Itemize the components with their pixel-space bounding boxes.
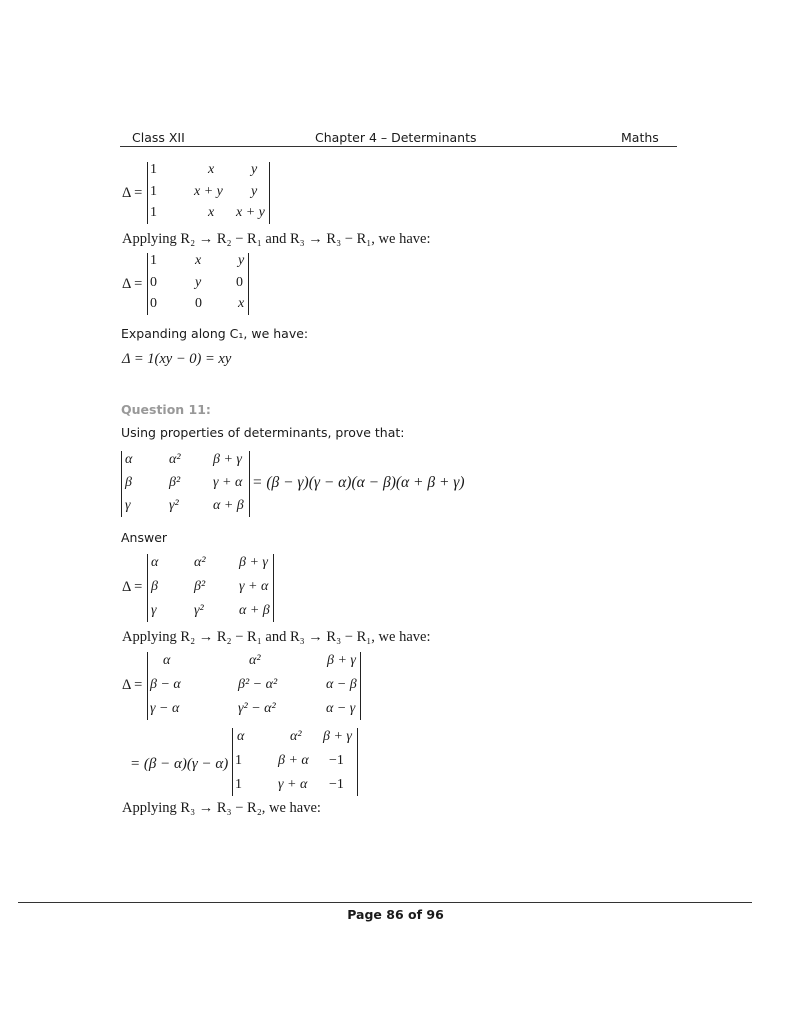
deta3-r1c1: α	[237, 729, 245, 744]
deta2-r1c3: β + γ	[327, 653, 356, 668]
det1-r1c2: x	[208, 162, 215, 177]
deta3-r3c2: γ + α	[278, 777, 308, 792]
deta2-r3c1: γ − α	[150, 701, 180, 716]
det1-r3c1: 1	[150, 205, 157, 220]
deta1-r2c1: β	[151, 579, 158, 594]
deta1-r1c1: α	[151, 555, 159, 570]
deta2-r2c2: β² − α²	[238, 677, 278, 692]
detq-r3c2: γ²	[169, 498, 179, 513]
delta-label-3: Δ =	[122, 579, 143, 595]
detq-r2c1: β	[125, 475, 132, 490]
detq-r2c2: β²	[169, 475, 181, 490]
header-subject: Maths	[621, 130, 659, 145]
delta-label-2: Δ =	[122, 276, 143, 292]
det2-r3c1: 0	[150, 296, 157, 311]
deta2-r1c2: α²	[249, 653, 261, 668]
deta2-r3c3: α − γ	[326, 701, 356, 716]
deta3-r2c2: β + α	[278, 753, 309, 768]
det1-r1c3: y	[251, 162, 258, 177]
detq-r3c1: γ	[125, 498, 131, 513]
deta3-r3c1: 1	[235, 777, 242, 792]
det2-r2c1: 0	[150, 275, 157, 290]
header-class: Class XII	[132, 130, 185, 145]
deta1-r2c3: γ + α	[239, 579, 269, 594]
deta3-r2c1: 1	[235, 753, 242, 768]
delta-label-4: Δ =	[122, 677, 143, 693]
deta3-r2c3: −1	[329, 753, 344, 768]
deta2-r2c1: β − α	[150, 677, 181, 692]
header-chapter: Chapter 4 – Determinants	[315, 130, 477, 145]
question-text: Using properties of determinants, prove that:	[121, 425, 405, 440]
deta1-r1c2: α²	[194, 555, 206, 570]
determinant-2	[147, 253, 249, 315]
deta3-r1c2: α²	[290, 729, 302, 744]
det1-r3c3: x + y	[236, 205, 265, 220]
deta1-r2c2: β²	[194, 579, 206, 594]
determinant-question	[121, 451, 250, 517]
factor-expression: = (β − α)(γ − α)	[130, 756, 229, 772]
det1-r1c1: 1	[150, 162, 157, 177]
footer	[0, 907, 791, 922]
det2-r3c2: 0	[195, 296, 202, 311]
deta1-r3c1: γ	[151, 603, 157, 618]
step-expand: Expanding along C₁, we have:	[121, 326, 309, 341]
question-title: Question 11:	[121, 402, 211, 417]
footer-divider	[18, 902, 752, 903]
deta1-r3c2: γ²	[194, 603, 204, 618]
det1-r2c1: 1	[150, 184, 157, 199]
deta2-r3c2: γ² − α²	[238, 701, 276, 716]
detq-r1c2: α²	[169, 452, 181, 467]
deta2-r2c3: α − β	[326, 677, 357, 692]
detq-r1c1: α	[125, 452, 133, 467]
det1-r3c2: x	[208, 205, 215, 220]
det2-r2c3: 0	[236, 275, 243, 290]
result-line: Δ = 1(xy − 0) = xy	[122, 351, 232, 367]
det1-r2c3: y	[251, 184, 258, 199]
page-number: Page 86 of 96	[347, 907, 444, 922]
determinant-1	[147, 162, 270, 224]
detq-r1c3: β + γ	[213, 452, 242, 467]
det2-r1c2: x	[195, 253, 202, 268]
detq-r2c3: γ + α	[213, 475, 243, 490]
deta1-r3c3: α + β	[239, 603, 270, 618]
determinant-answer-3	[232, 728, 358, 796]
detq-r3c3: α + β	[213, 498, 244, 513]
determinant-answer-1	[147, 554, 274, 622]
deta2-r1c1: α	[163, 653, 171, 668]
det2-r1c3: y	[238, 253, 245, 268]
det2-r3c3: x	[238, 296, 245, 311]
det2-r2c2: y	[195, 275, 202, 290]
answer-label: Answer	[121, 530, 168, 545]
step-apply-1: Applying R₂ → R₂ − R₁ and R₃ → R₃ − R₁, we have:	[122, 231, 431, 247]
header-divider	[120, 146, 677, 147]
det1-r2c2: x + y	[194, 184, 223, 199]
delta-label-1: Δ =	[122, 185, 143, 201]
det2-r1c1: 1	[150, 253, 157, 268]
deta3-r3c3: −1	[329, 777, 344, 792]
deta3-r1c3: β + γ	[323, 729, 352, 744]
question-rhs: = (β − γ)(γ − α)(α − β)(α + β + γ)	[252, 474, 465, 491]
determinant-answer-2	[147, 652, 361, 720]
step-apply-3: Applying R₃ → R₃ − R₂, we have:	[122, 800, 321, 816]
deta1-r1c3: β + γ	[239, 555, 268, 570]
step-apply-2: Applying R₂ → R₂ − R₁ and R₃ → R₃ − R₁, we have:	[122, 629, 431, 645]
